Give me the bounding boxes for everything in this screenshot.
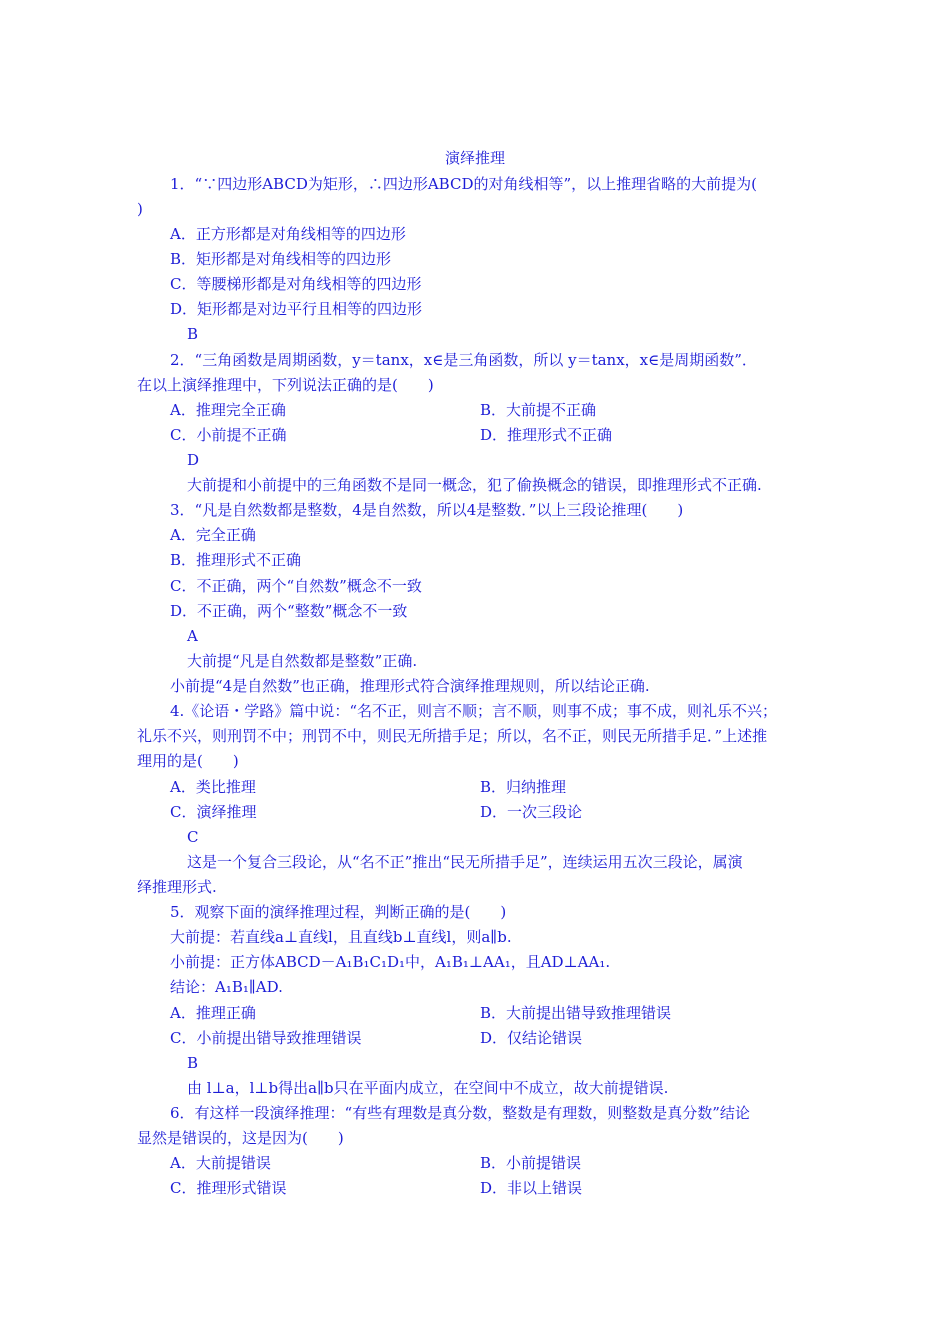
q3-explanation-1: 大前提“凡是自然数都是整数”正确. xyxy=(187,652,418,670)
q3-option-b: B．推理形式不正确 xyxy=(170,551,302,569)
q4-explanation-cont: 绎推理形式. xyxy=(137,878,217,896)
q5-answer: B xyxy=(187,1054,199,1072)
q2-option-d: D．推理形式不正确 xyxy=(480,426,613,444)
q1-stem-cont: ) xyxy=(137,200,143,218)
q5-option-a: A．推理正确 xyxy=(170,1004,256,1022)
q2-stem-cont: 在以上演绎推理中，下列说法正确的是( ) xyxy=(137,376,434,394)
q3-explanation-2: 小前提“4是自然数”也正确，推理形式符合演绎推理规则，所以结论正确. xyxy=(170,677,650,695)
q5-major-premise: 大前提：若直线a⊥直线l，且直线b⊥直线l，则a∥b. xyxy=(170,928,512,946)
q6-stem: 6．有这样一段演绎推理：“有些有理数是真分数，整数是有理数，则整数是真分数”结论 xyxy=(170,1104,750,1122)
q6-option-d: D．非以上错误 xyxy=(480,1179,583,1197)
q5-option-d: D．仅结论错误 xyxy=(480,1029,583,1047)
q2-explanation: 大前提和小前提中的三角函数不是同一概念，犯了偷换概念的错误，即推理形式不正确. xyxy=(187,476,762,494)
q4-option-d: D．一次三段论 xyxy=(480,803,583,821)
q2-option-c: C．小前提不正确 xyxy=(170,426,287,444)
q4-explanation: 这是一个复合三段论，从“名不正”推出“民无所措手足”，连续运用五次三段论，属演 xyxy=(187,853,743,871)
q5-option-b: B．大前提出错导致推理错误 xyxy=(480,1004,672,1022)
q3-option-c: C．不正确，两个“自然数”概念不一致 xyxy=(170,577,422,595)
q6-option-a: A．大前提错误 xyxy=(170,1154,271,1172)
q2-option-a: A．推理完全正确 xyxy=(170,401,286,419)
q6-option-b: B．小前提错误 xyxy=(480,1154,582,1172)
q4-option-c: C．演绎推理 xyxy=(170,803,257,821)
q4-stem-cont-1: 礼乐不兴，则刑罚不中；刑罚不中，则民无所措手足；所以，名不正，则民无所措手足．”上述推 xyxy=(137,727,768,745)
q5-conclusion: 结论：A₁B₁∥AD. xyxy=(170,978,283,996)
q5-option-c: C．小前提出错导致推理错误 xyxy=(170,1029,362,1047)
q2-stem: 2．“三角函数是周期函数，y＝tanx，x∈是三角函数，所以 y＝tanx，x∈是周期函数”． xyxy=(170,351,757,369)
q1-answer: B xyxy=(187,325,199,343)
q1-option-b: B．矩形都是对角线相等的四边形 xyxy=(170,250,392,268)
q4-option-a: A．类比推理 xyxy=(170,778,256,796)
q3-answer: A xyxy=(187,627,198,645)
q5-minor-premise: 小前提：正方体ABCD－A₁B₁C₁D₁中，A₁B₁⊥AA₁，且AD⊥AA₁. xyxy=(170,953,611,971)
q2-answer: D xyxy=(187,451,200,469)
q1-option-d: D．矩形都是对边平行且相等的四边形 xyxy=(170,300,423,318)
q3-option-d: D．不正确，两个“整数”概念不一致 xyxy=(170,602,408,620)
q6-stem-cont: 显然是错误的，这是因为( ) xyxy=(137,1129,344,1147)
q3-stem: 3．“凡是自然数都是整数，4是自然数，所以4是整数．”以上三段论推理( ) xyxy=(170,501,684,519)
q3-option-a: A．完全正确 xyxy=(170,526,256,544)
page-title: 演绎推理 xyxy=(444,149,505,167)
q4-option-b: B．归纳推理 xyxy=(480,778,567,796)
q1-stem: 1．“∵四边形ABCD为矩形，∴四边形ABCD的对角线相等”，以上推理省略的大前提为( xyxy=(170,175,758,193)
q1-option-a: A．正方形都是对角线相等的四边形 xyxy=(170,225,406,243)
q4-stem-cont-2: 理用的是( ) xyxy=(137,752,239,770)
q4-stem: 4.《论语・学路》篇中说：“名不正，则言不顺；言不顺，则事不成；事不成，则礼乐不兴； xyxy=(170,702,777,720)
q6-option-c: C．推理形式错误 xyxy=(170,1179,287,1197)
q2-option-b: B．大前提不正确 xyxy=(480,401,597,419)
q4-answer: C xyxy=(187,828,199,846)
q5-explanation: 由 l⊥a，l⊥b得出a∥b只在平面内成立，在空间中不成立，故大前提错误. xyxy=(187,1079,669,1097)
q1-option-c: C．等腰梯形都是对角线相等的四边形 xyxy=(170,275,422,293)
q5-stem: 5．观察下面的演绎推理过程，判断正确的是( ) xyxy=(170,903,507,921)
